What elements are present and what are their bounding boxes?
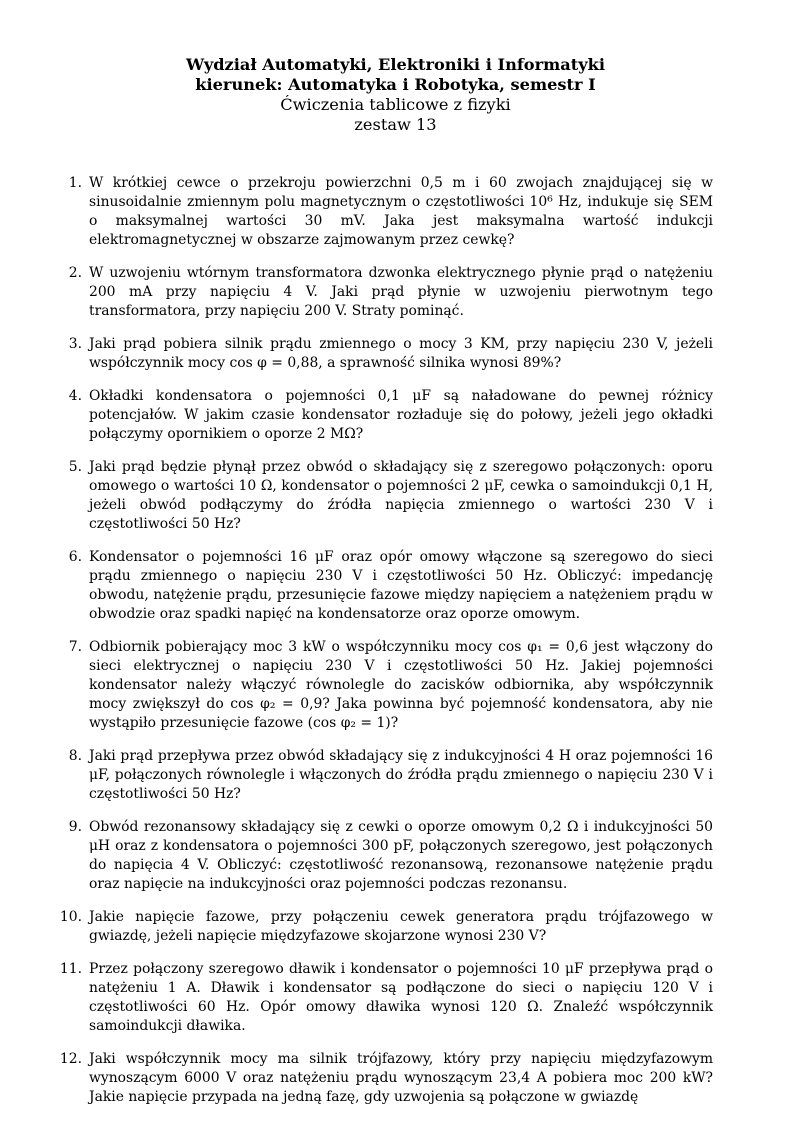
- problem-item: [0, 387, 713, 444]
- problem-text: Kondensator o pojemności 16 μF oraz opór omowy włączone są szeregowo do sieci prądu zmiennego o napięciu 230 V i częstotliwości 50 Hz. Obliczyć: impedancję obwodu, natężenie prądu, przesunięcie fazowe między napięciem a natężeniem prądu w obwodzie oraz spadki napięć na kondensatorze oraz oporze omowym.: [89, 549, 713, 622]
- problem-item: [0, 264, 713, 321]
- document-header: [0, 55, 791, 135]
- problem-text: Okładki kondensatora o pojemności 0,1 μF są naładowane do pewnej różnicy potencjałów. W jakim czasie kondensator rozładuje się do połowy, jeżeli jego okładki połączymy opornikiem o oporze 2 MΩ?: [89, 388, 713, 442]
- problem-number: 7.: [68, 639, 82, 655]
- problem-number: 10.: [59, 909, 82, 925]
- problem-list: [0, 174, 791, 1121]
- problem-text: Obwód rezonansowy składający się z cewki o oporze omowym 0,2 Ω i indukcyjności 50 μH oraz z kondensatora o pojemności 300 pF, połączonych szeregowo, jest połączonych do napięcia 4 V. Obliczyć: częstotliwość rezonansową, rezonansowe natężenie prądu oraz napięcie na indukcyjności oraz pojemności podczas rezonansu.: [89, 819, 713, 892]
- problem-item: [0, 818, 713, 894]
- problem-text: Jaki prąd przepływa przez obwód składający się z indukcyjności 4 H oraz pojemności 16 μF, połączonych równolegle i włączonych do źródła prądu zmiennego o napięciu 230 V i częstotliwości 50 Hz?: [89, 748, 713, 802]
- problem-number: 11.: [59, 961, 82, 977]
- problem-number: 3.: [68, 336, 82, 352]
- problem-item: [0, 908, 713, 946]
- problem-text: Jaki współczynnik mocy ma silnik trójfazowy, który przy napięciu międzyfazowym wynoszącym 6000 V oraz natężeniu prądu wynoszącym 23,4 A pobiera moc 200 kW? Jakie napięcie przypada na jedną fazę, gdy uzwojenia są połączone w gwiazdę: [89, 1051, 713, 1105]
- problem-item: [0, 548, 713, 624]
- set-number: zestaw 13: [354, 115, 437, 134]
- problem-number: 5.: [68, 459, 82, 475]
- problem-number: 4.: [68, 388, 82, 404]
- problem-text: Jaki prąd pobiera silnik prądu zmiennego o mocy 3 KM, przy napięciu 230 V, jeżeli współczynnik mocy cos φ = 0,88, a sprawność silnika wynosi 89%?: [89, 336, 713, 371]
- problem-item: [0, 174, 713, 250]
- problem-number: 2.: [68, 265, 82, 281]
- problem-number: 9.: [68, 819, 82, 835]
- problem-number: 1.: [68, 175, 82, 191]
- problem-text: W uzwojeniu wtórnym transformatora dzwonka elektrycznego płynie prąd o natężeniu 200 mA przy napięciu 4 V. Jaki prąd płynie w uzwojeniu pierwotnym tego transformatora, przy napięciu 200 V. Straty pominąć.: [89, 265, 713, 319]
- problem-number: 6.: [68, 549, 82, 565]
- problem-item: [0, 1050, 713, 1107]
- problem-item: [0, 747, 713, 804]
- problem-number: 12.: [59, 1051, 82, 1067]
- problem-number: 8.: [68, 748, 82, 764]
- course-title: kierunek: Automatyka i Robotyka, semestr I: [195, 75, 596, 94]
- exercise-title: Ćwiczenia tablicowe z fizyki: [280, 95, 511, 114]
- problem-item: [0, 638, 713, 733]
- problem-item: [0, 335, 713, 373]
- problem-text: Jaki prąd będzie płynął przez obwód o składający się z szeregowo połączonych: oporu omowego o wartości 10 Ω, kondensator o pojemności 2 μF, cewka o samoindukcji 0,1 H, jeżeli obwód podłączymy do źródła napięcia zmiennego o wartości 230 V i częstotliwości 50 Hz?: [89, 459, 713, 532]
- problem-text: W krótkiej cewce o przekroju powierzchni 0,5 m i 60 zwojach znajdującej się w sinusoidalnie zmiennym polu magnetycznym o częstotliwości 10⁶ Hz, indukuje się SEM o maksymalnej wartości 30 mV. Jaka jest maksymalna wartość indukcji elektromagnetycznej w obszarze zajmowanym przez cewkę?: [89, 175, 713, 248]
- problem-item: [0, 458, 713, 534]
- problem-text: Przez połączony szeregowo dławik i kondensator o pojemności 10 μF przepływa prąd o natężeniu 1 A. Dławik i kondensator są podłączone do sieci o napięciu 120 V i częstotliwości 60 Hz. Opór omowy dławika wynosi 120 Ω. Znaleźć współczynnik samoindukcji dławika.: [89, 961, 713, 1034]
- problem-text: Jakie napięcie fazowe, przy połączeniu cewek generatora prądu trójfazowego w gwiazdę, jeżeli napięcie międzyfazowe skojarzone wynosi 230 V?: [89, 909, 713, 944]
- problem-item: [0, 960, 713, 1036]
- problem-text: Odbiornik pobierający moc 3 kW o współczynniku mocy cos φ₁ = 0,6 jest włączony do sieci elektrycznej o napięciu 230 V i częstotliwości 50 Hz. Jakiej pojemności kondensator należy włączyć równolegle do zacisków odbiornika, aby współczynnik mocy zwiększył do cos φ₂ = 0,9? Jaka powinna być pojemność kondensatora, aby nie wystąpiło przesunięcie fazowe (cos φ₂ = 1)?: [89, 639, 713, 731]
- faculty-title: Wydział Automatyki, Elektroniki i Informatyki: [186, 55, 605, 74]
